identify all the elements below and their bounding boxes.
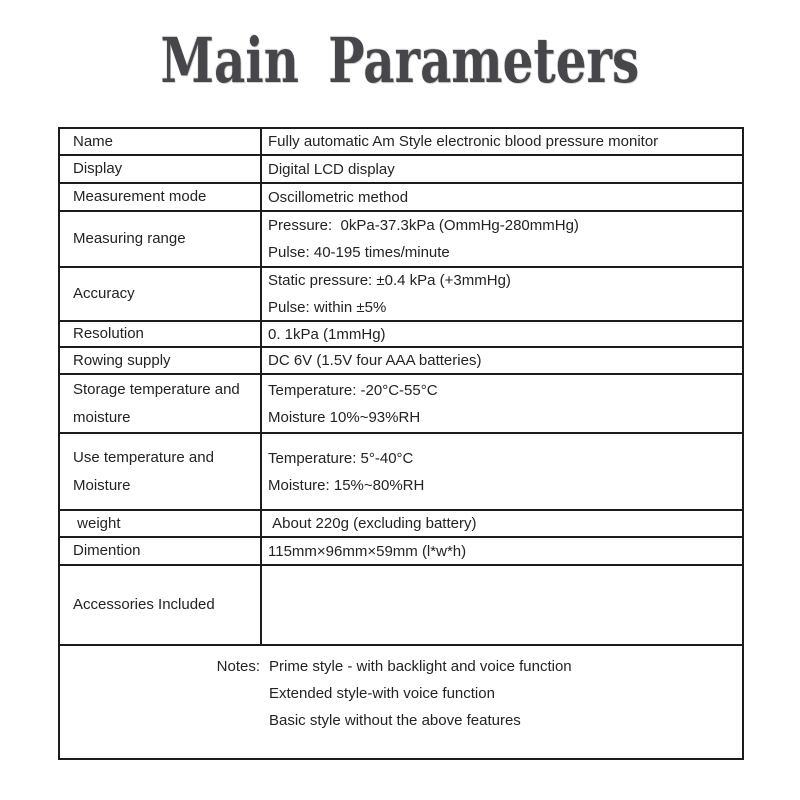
table-row-measuring-range	[60, 212, 742, 268]
table-row-use-temperature	[60, 434, 742, 511]
row-label	[60, 156, 262, 182]
row-label-text: weight	[73, 514, 121, 532]
notes-lines	[262, 653, 742, 734]
row-value-text: 115mm×96mm×59mm (l*w*h)	[268, 542, 467, 560]
row-value	[262, 156, 742, 182]
row-value-text: 0. 1kPa (1mmHg)	[268, 325, 386, 343]
table-row-weight	[60, 511, 742, 538]
row-value-line: Temperature: -20°C-55°C	[268, 381, 438, 399]
row-value-line: Static pressure: ±0.4 kPa (+3mmHg)	[268, 272, 511, 289]
table-row-resolution	[60, 322, 742, 348]
row-value-text: Oscillometric method	[268, 188, 409, 206]
row-value	[262, 212, 742, 266]
row-label-text: Accessories Included	[73, 596, 215, 613]
row-label-text: Name	[73, 132, 114, 150]
row-value-line: Pulse: 40-195 times/minute	[268, 244, 450, 261]
row-label-text: Measuring range	[73, 230, 186, 247]
note-line: Prime style - with backlight and voice function	[269, 658, 572, 675]
row-label	[60, 348, 262, 373]
row-value-line: Moisture 10%~93%RH	[268, 408, 421, 426]
row-value	[262, 129, 742, 154]
row-value	[262, 322, 742, 346]
note-line: Extended style-with voice function	[269, 685, 495, 702]
row-label-text: Rowing supply	[73, 351, 171, 369]
table-row-display	[60, 156, 742, 184]
row-label	[60, 268, 262, 320]
row-label	[60, 566, 262, 644]
row-value	[262, 348, 742, 373]
row-label-text: Accuracy	[73, 285, 135, 302]
row-label	[60, 184, 262, 210]
row-value-text: Digital LCD display	[268, 160, 395, 178]
table-row-measurement-mode	[60, 184, 742, 212]
row-value-text: DC 6V (1.5V four AAA batteries)	[268, 352, 482, 369]
row-value	[262, 434, 742, 509]
table-row-dimension	[60, 538, 742, 566]
notes-label: Notes:	[216, 658, 260, 675]
row-label-text: Storage temperature and moisture	[73, 380, 244, 426]
row-value	[262, 184, 742, 210]
table-row-accuracy	[60, 268, 742, 322]
row-label-text: Display	[73, 160, 123, 177]
table-row-power-supply	[60, 348, 742, 375]
row-value-line: Pressure: 0kPa-37.3kPa (OmmHg-280mmHg)	[268, 217, 579, 234]
spec-table	[58, 127, 744, 760]
row-label	[60, 212, 262, 266]
row-value	[262, 375, 742, 432]
row-value	[262, 538, 742, 564]
table-row-storage-temperature	[60, 375, 742, 434]
row-label	[60, 511, 262, 536]
row-label	[60, 129, 262, 154]
page-header	[0, 24, 800, 97]
row-label-text: Measurement mode	[73, 188, 207, 205]
table-row-notes	[60, 646, 742, 758]
row-label	[60, 538, 262, 564]
row-value-text: Fully automatic Am Style electronic blood pressure monitor	[268, 133, 659, 150]
row-value-empty	[262, 566, 742, 644]
row-value	[262, 268, 742, 320]
row-label-text: Resolution	[73, 325, 144, 342]
row-value-line: Pulse: within ±5%	[268, 299, 387, 316]
page-title: Main Parameters	[160, 24, 640, 97]
row-value-line: Moisture: 15%~80%RH	[268, 476, 425, 494]
table-row-name	[60, 129, 742, 156]
note-line: Basic style without the above features	[269, 712, 521, 729]
row-value	[262, 511, 742, 536]
row-value-text: About 220g (excluding battery)	[268, 515, 477, 532]
table-row-accessories	[60, 566, 742, 646]
row-value-line: Temperature: 5°-40°C	[268, 449, 414, 467]
row-label-text: Use temperature and Moisture	[73, 448, 219, 494]
row-label-text: Dimention	[73, 542, 141, 559]
row-label	[60, 434, 262, 509]
row-label	[60, 322, 262, 346]
row-label	[60, 375, 262, 432]
